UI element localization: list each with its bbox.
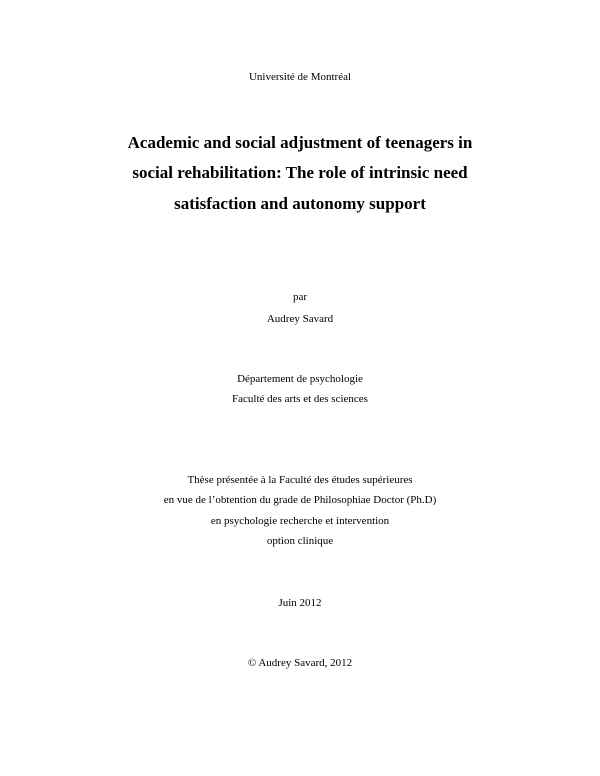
university-name: Université de Montréal bbox=[248, 71, 352, 83]
thesis-statement-line-3: en psychologie recherche et intervention bbox=[210, 515, 390, 527]
thesis-statement-line-1: Thèse présentée à la Faculté des études supérieures bbox=[187, 474, 413, 486]
author-name: Audrey Savard bbox=[266, 313, 334, 325]
department-name: Département de psychologie bbox=[237, 373, 363, 385]
faculty-name: Faculté des arts et des sciences bbox=[232, 393, 368, 405]
thesis-statement-line-2: en vue de l’obtention du grade de Philosophiae Doctor (Ph.D) bbox=[163, 494, 437, 506]
thesis-title-line-1: Academic and social adjustment of teenagers in bbox=[127, 133, 473, 152]
thesis-title-line-3: satisfaction and autonomy support bbox=[174, 194, 426, 213]
thesis-title-line-2: social rehabilitation: The role of intrinsic need bbox=[132, 163, 468, 182]
by-label: par bbox=[292, 291, 308, 303]
thesis-statement-line-4: option clinique bbox=[266, 535, 334, 547]
copyright-notice: © Audrey Savard, 2012 bbox=[247, 657, 353, 669]
submission-date: Juin 2012 bbox=[278, 597, 322, 609]
